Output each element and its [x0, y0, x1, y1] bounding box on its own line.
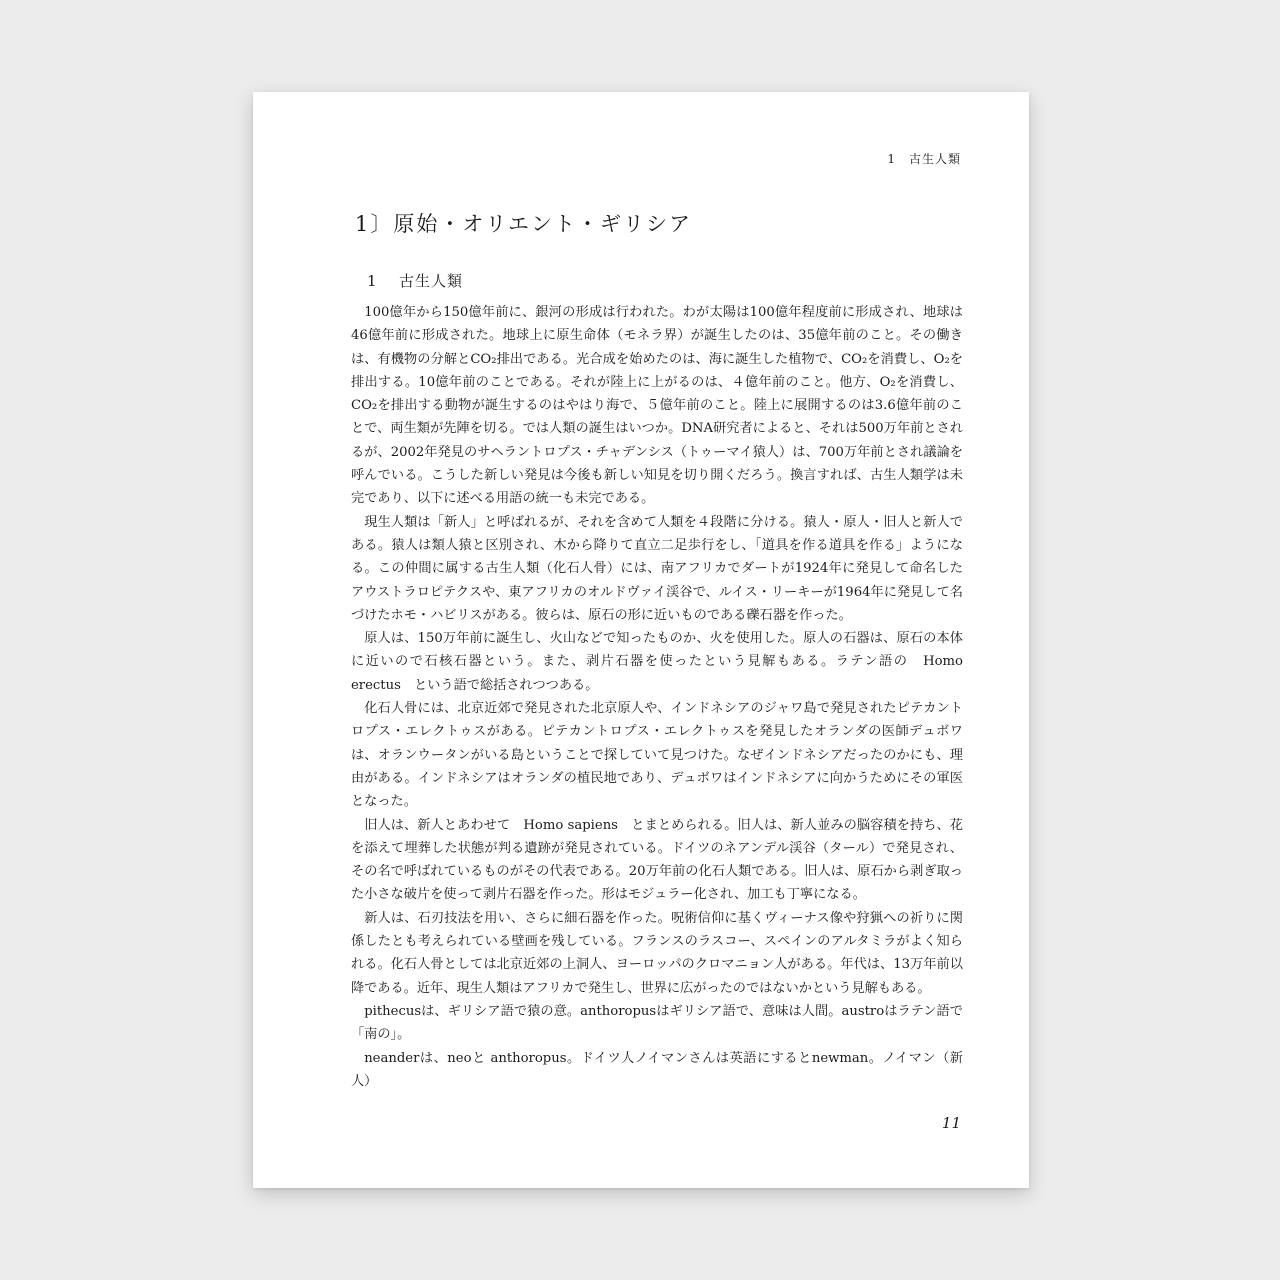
- section-heading: [367, 270, 463, 291]
- paragraph: 新人は、石刃技法を用い、さらに細石器を作った。呪術信仰に基くヴィーナス像や狩猟への祈りに関係したとも考えられている壁画を残している。フランスのラスコー、スペインのアルタミラがよく知られる。化石人骨としては北京近郊の上洞人、ヨーロッパのクロマニョン人がある。年代は、13万年前以降である。近年、現生人類はアフリカで発生し、世界に広がったのではないかという見解もある。: [351, 910, 963, 996]
- section-title: 古生人類: [399, 272, 464, 290]
- section-number: 1: [367, 272, 378, 290]
- paragraph: 現生人類は「新人」と呼ばれるが、それを含めて人類を４段階に分ける。猿人・原人・旧人と新人である。猿人は類人猿と区別され、木から降りて直立二足歩行をし、「道具を作る道具を作る」ようになる。この仲間に属する古生人類（化石人骨）には、南アフリカでダートが1924年に発見して命名したアウストラロピテクスや、東アフリカのオルドヴァイ渓谷で、ルイス・リーキーが1964年に発見して名づけたホモ・ハビリスがある。彼らは、原石の形に近いものである礫石器を作った。: [351, 514, 963, 623]
- book-page: [253, 92, 1029, 1188]
- paragraph: 化石人骨には、北京近郊で発見された北京原人や、インドネシアのジャワ島で発見されたピテカントロプス・エレクトゥスがある。ピテカントロプス・エレクトゥスを発見したオランダの医師デュボワは、オランウータンがいる島ということで探していて見つけた。なぜインドネシアだったのかにも、理由がある。インドネシアはオランダの植民地であり、デュボワはインドネシアに向かうためにその軍医となった。: [351, 701, 963, 810]
- paragraph: pithecusは、ギリシア語で猿の意。anthoropusはギリシア語で、意味は人間。austroはラテン語で「南の」。: [351, 1003, 963, 1043]
- chapter-title: 1〕原始・オリエント・ギリシア: [355, 212, 692, 236]
- paragraph: 100億年から150億年前に、銀河の形成は行われた。わが太陽は100億年程度前に形成され、地球は46億年前に形成された。地球上に原生命体（モネラ界）が誕生したのは、35億年前のこと。その働きは、有機物の分解とCO₂排出である。光合成を始めたのは、海に誕生した植物で、CO₂を消費し、O₂を排出する。10億年前のことである。それが陸上に上がるのは、４億年前のこと。他方、O₂を消費し、CO₂を排出する動物が誕生するのはやはり海で、５億年前のこと。陸上に展開するのは3.6億年前のことで、両生類が先陣を切る。では人類の誕生はいつか。DNA研究者によると、それは500万年前とされるが、2002年発見のサヘラントロプス・チャデンシス（トゥーマイ猿人）は、700万年前とされ議論を呼んでいる。こうした新しい発見は今後も新しい知見を切り開くだろう。換言すれば、古生人類学は未完であり、以下に述べる用語の統一も未完である。: [351, 305, 963, 507]
- paragraph: 原人は、150万年前に誕生し、火山などで知ったものか、火を使用した。原人の石器は、原石の本体に近いので石核石器という。また、剥片石器を使ったという見解もある。ラテン語の Homo erectus という語で総括されつつある。: [351, 631, 977, 693]
- running-header: 1 古生人類: [887, 152, 961, 166]
- body-text: [351, 301, 977, 1093]
- paragraph: neanderは、neoと anthoropus。ドイツ人ノイマンさんは英語にするとnewman。ノイマン（新人）: [351, 1050, 963, 1089]
- page-number: 11: [941, 1114, 961, 1132]
- paragraph: 旧人は、新人とあわせて Homo sapiens とまとめられる。旧人は、新人並みの脳容積を持ち、花を添えて埋葬した状態が判る遺跡が発見されている。ドイツのネアンデル渓谷（タール）で発見され、その名で呼ばれているものがその代表である。20万年前の化石人類である。旧人は、原石から剥ぎ取った小さな破片を使って剥片石器を作った。形はモジュラー化され、加工も丁寧になる。: [351, 817, 963, 903]
